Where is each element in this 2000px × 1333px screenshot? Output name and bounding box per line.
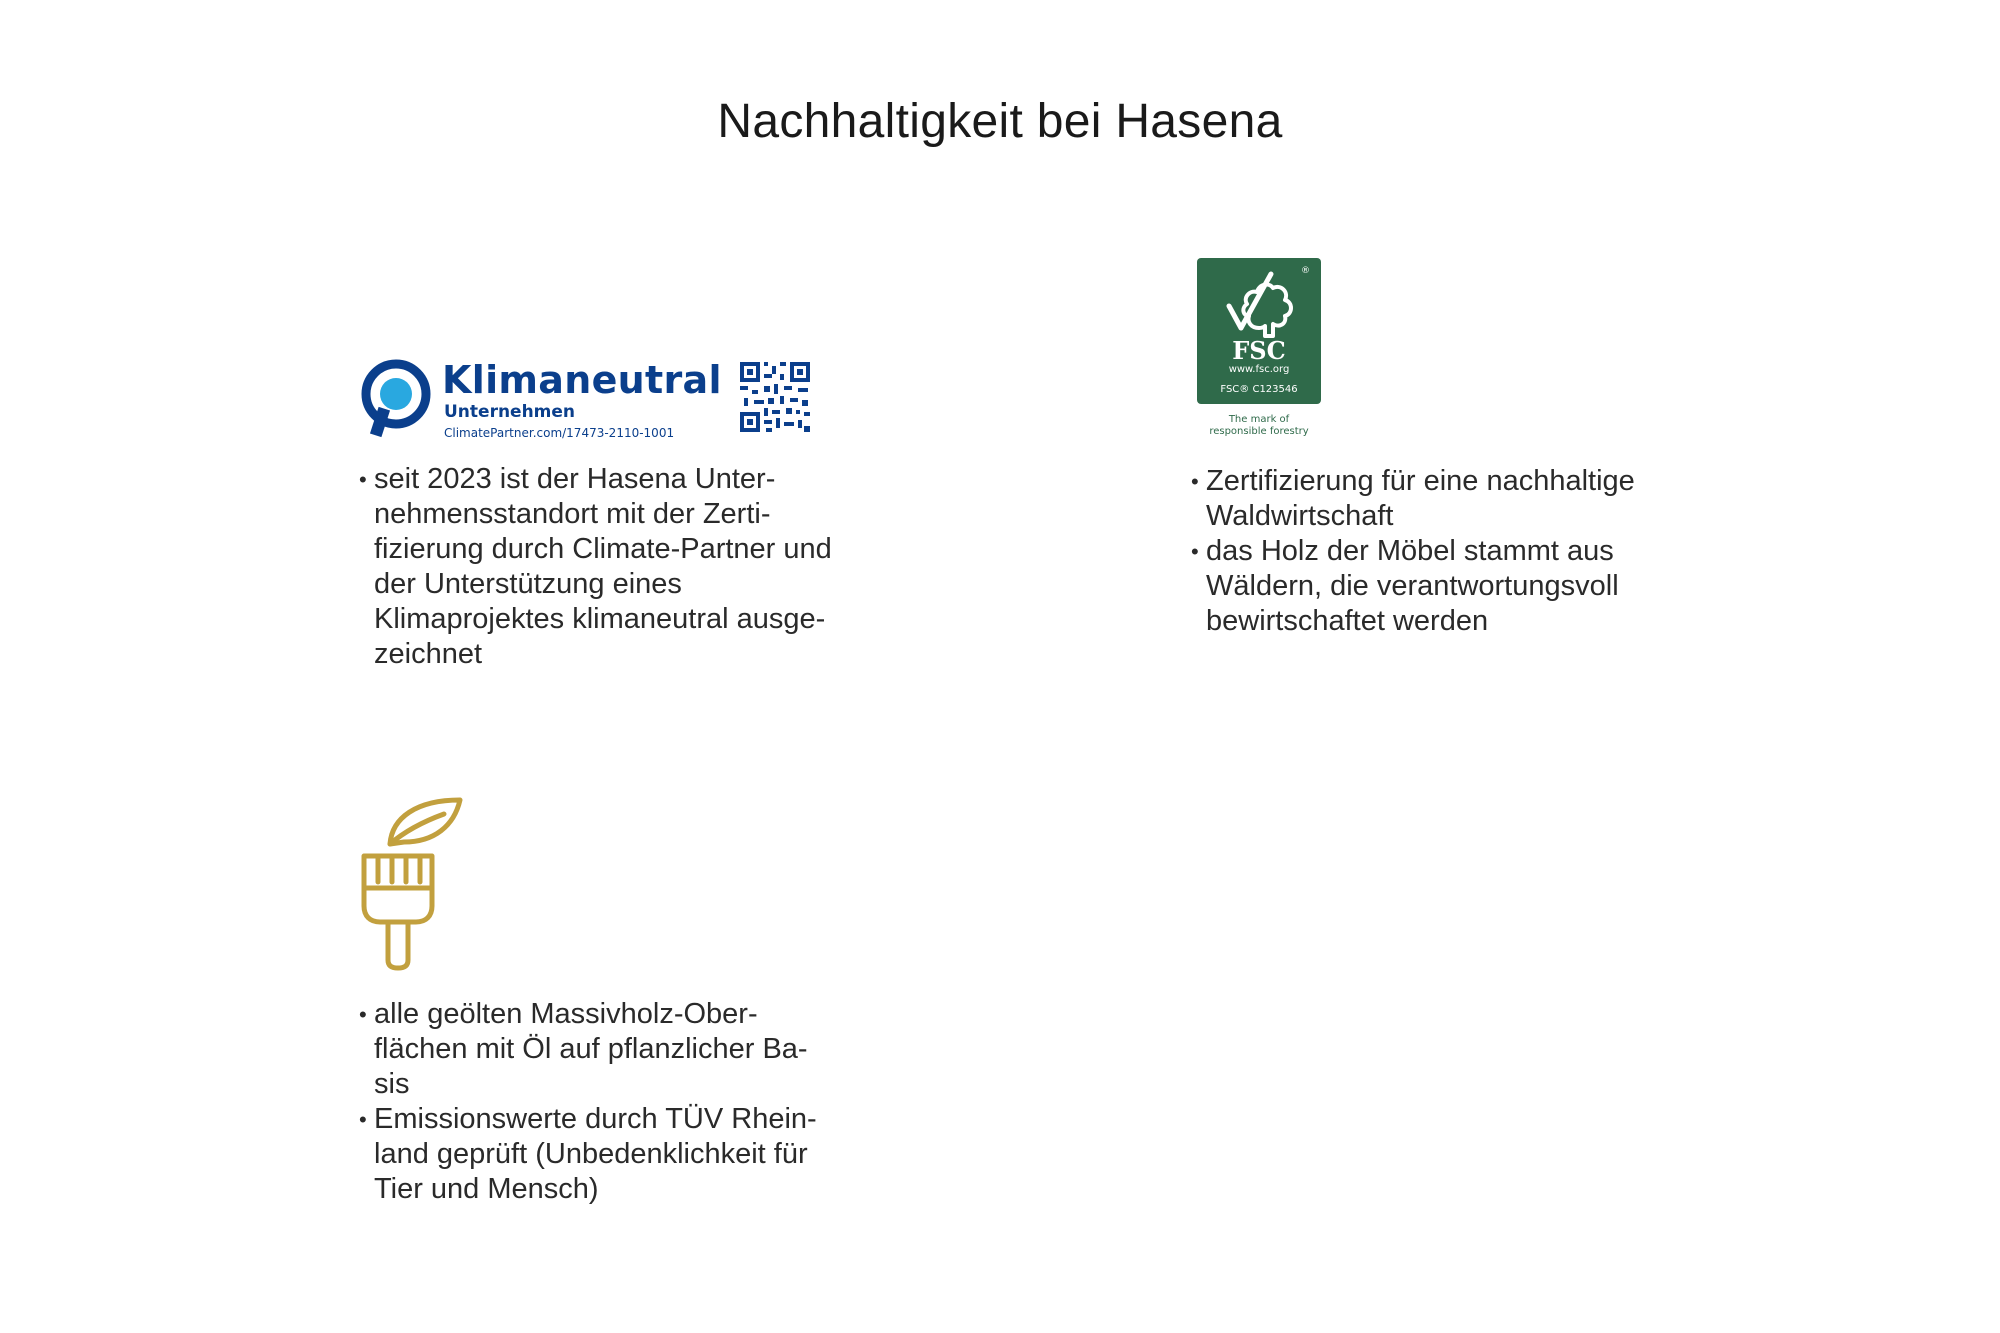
klimaneutral-logo: [360, 358, 810, 444]
page-title: Nachhaltigkeit bei Hasena: [717, 95, 1283, 149]
list-item: • Emissionswerte durch TÜV Rhein-land geprüft (Unbedenklichkeit für Tier und Mensch): [360, 1102, 840, 1207]
fsc-license-code: FSC® C123546: [1220, 384, 1298, 395]
klimaneutral-title: Klimaneutral: [442, 358, 722, 402]
list-item: • das Holz der Möbel stammt aus Wäldern, die verantwortungsvoll bewirtschaftet werden: [1192, 534, 1712, 639]
fsc-tagline-line1: The mark of: [1228, 414, 1290, 425]
fsc-tree-check-icon: [1211, 266, 1307, 342]
oil-bullet-list: [360, 997, 840, 1207]
fsc-name: FSC: [1232, 336, 1286, 365]
fsc-bullet-list: [1192, 464, 1712, 639]
list-item: • Zertifizierung für eine nachhaltige Waldwirtschaft: [1192, 464, 1712, 534]
qr-code-icon: [740, 362, 810, 432]
klimaneutral-url: ClimatePartner.com/17473-2110-1001: [444, 426, 675, 440]
klimaneutral-subtitle: Unternehmen: [444, 402, 576, 422]
list-item: • alle geölten Massivholz-Ober-flächen mit Öl auf pflanzlicher Ba-sis: [360, 997, 840, 1102]
fsc-tagline: [1197, 414, 1321, 438]
fsc-website: www.fsc.org: [1228, 364, 1290, 375]
fsc-logo-box: [1197, 258, 1321, 404]
fsc-tagline-line2: responsible forestry: [1209, 426, 1309, 437]
fsc-logo: [1197, 258, 1323, 444]
list-item: • seit 2023 ist der Hasena Unter-nehmensstandort mit der Zerti-fizierung durch Climate-Partner und der Unterstützung eines Klimaprojektes klimaneutral ausge-zeichnet: [360, 462, 840, 672]
fsc-registered-mark: ®: [1301, 266, 1310, 276]
klimaneutral-bullet-list: [360, 462, 840, 672]
climatepartner-mark-icon: [360, 358, 432, 438]
paintbrush-leaf-icon: [360, 792, 464, 972]
